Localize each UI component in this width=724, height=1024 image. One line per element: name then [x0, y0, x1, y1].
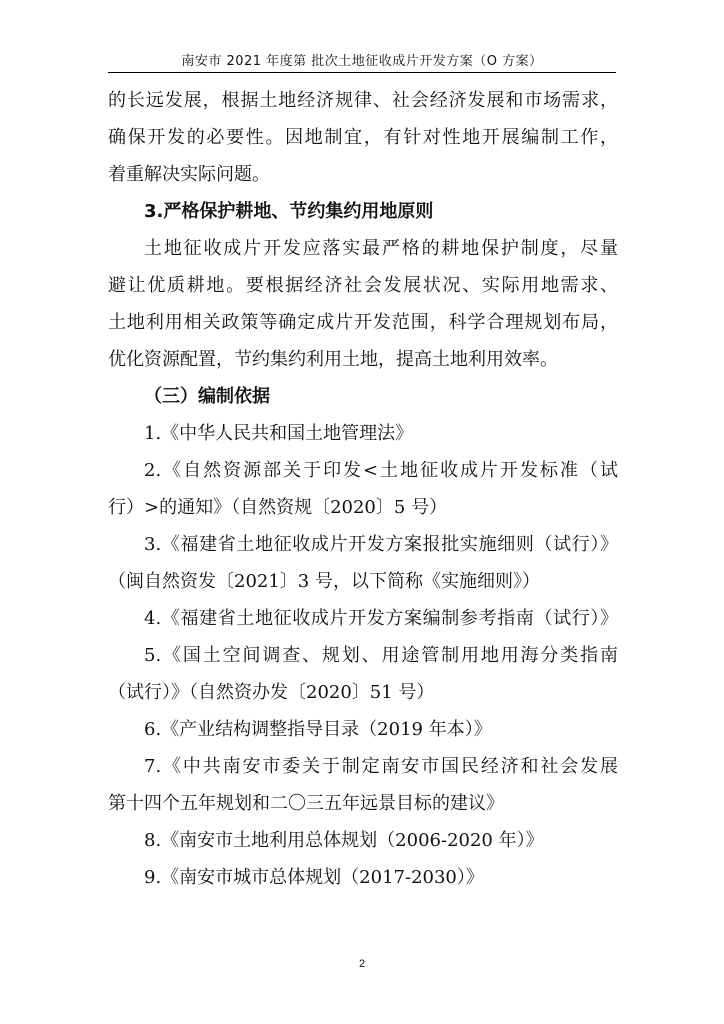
paragraph-line: 避让优质耕地。要根据经济社会发展状况、实际用地需求、 — [108, 275, 618, 296]
reference-item: 1.《中华人民共和国土地管理法》 — [144, 423, 414, 444]
page-number: 2 — [358, 958, 366, 970]
document-body — [108, 82, 618, 896]
reference-item-continued: 第十四个五年规划和二〇三五年远景目标的建议》 — [108, 793, 504, 814]
reference-item: 8.《南安市土地利用总体规划（2006-2020 年）》 — [144, 830, 544, 851]
running-header: 南安市 2021 年度第 批次土地征收成片开发方案（O 方案） — [181, 54, 543, 69]
header-rule — [108, 72, 616, 73]
paragraph-line: 确保开发的必要性。因地制宜，有针对性地开展编制工作， — [108, 127, 618, 148]
reference-item: 9.《南安市城市总体规划（2017-2030）》 — [144, 867, 484, 888]
paragraph-line: 的长远发展，根据土地经济规律、社会经济发展和市场需求， — [108, 90, 618, 111]
reference-item-continued: 行）>的通知》（自然资规〔2020〕5 号） — [108, 497, 448, 518]
reference-item: 2.《自然资源部关于印发<土地征收成片开发标准（试 — [144, 460, 618, 481]
reference-item-continued: （闽自然资发〔2021〕3 号，以下简称《实施细则》） — [108, 571, 540, 592]
reference-item: 4.《福建省土地征收成片开发方案编制参考指南（试行）》 — [144, 608, 618, 629]
reference-item-continued: （试行）》（自然资办发〔2020〕51 号） — [108, 682, 435, 703]
paragraph-line: 优化资源配置，节约集约利用土地，提高土地利用效率。 — [108, 349, 558, 370]
reference-item: 5.《国土空间调查、规划、用途管制用地用海分类指南 — [144, 645, 618, 666]
paragraph-line: 土地利用相关政策等确定成片开发范围，科学合理规划布局， — [108, 312, 618, 333]
section-heading: （三）编制依据 — [144, 386, 270, 407]
paragraph-line: 着重解决实际问题。 — [108, 164, 270, 185]
reference-item: 3.《福建省土地征收成片开发方案报批实施细则（试行）》 — [144, 534, 618, 555]
reference-item: 7.《中共南安市委关于制定南安市国民经济和社会发展 — [144, 756, 618, 777]
section-heading: 3.严格保护耕地、节约集约用地原则 — [144, 201, 434, 222]
paragraph-line: 土地征收成片开发应落实最严格的耕地保护制度，尽量 — [144, 238, 618, 259]
reference-item: 6.《产业结构调整指导目录（2019 年本）》 — [144, 719, 492, 740]
